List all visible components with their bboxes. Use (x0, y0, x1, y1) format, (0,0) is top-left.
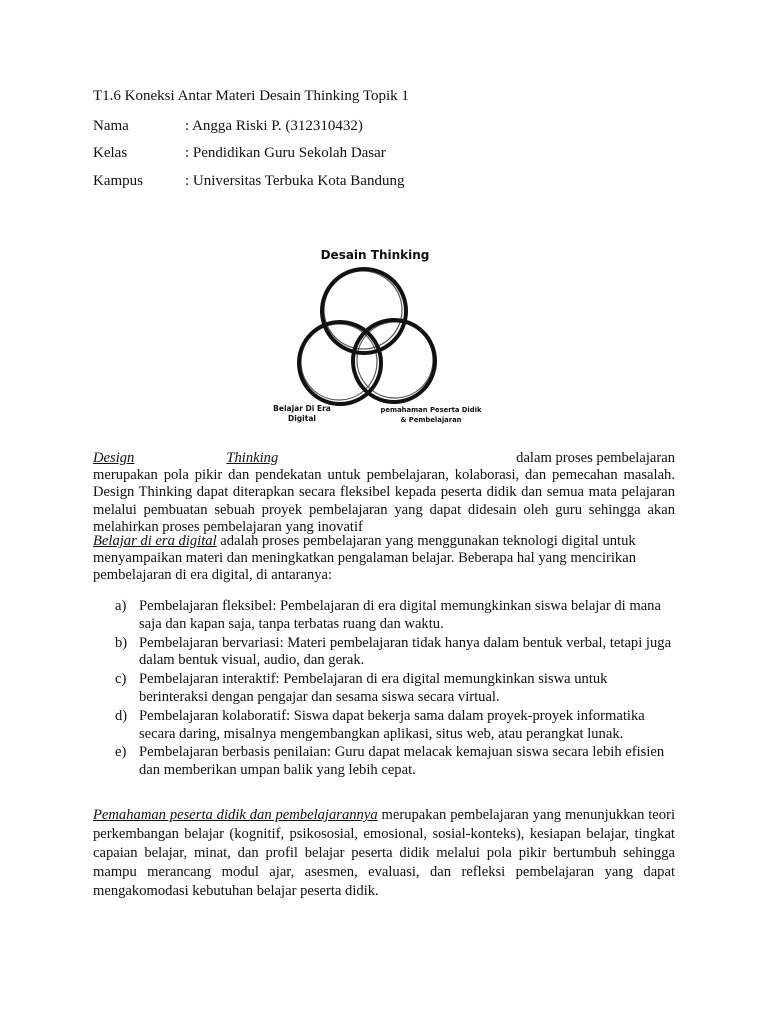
paragraph-body: merupakan pola pikir dan pendekatan untuk pembelajaran, kolaborasi, dan pemecahan masalah. Design Thinking dapat diterapkan secara fleksibel kepada peserta didik dan semua mata pelajaran melalui pembuatan sebuah proyek pembelajaran yang dapat didesain oleh guru sehingga akan melahirkan proses pembelajaran yang inovatif (93, 467, 675, 535)
design-thinking-figure (268, 240, 482, 440)
info-row-nama (93, 118, 363, 135)
figure-label-right: pemahaman Peserta Didik & Pembelajaran (380, 406, 482, 424)
term-student-understanding: Pemahaman peserta didik dan pembelajarannya (93, 807, 378, 823)
paragraph-body: merupakan pembelajaran yang menunjukkan teori perkembangan belajar (kognitif, psikososial, emosional, sosial-konteks), kesiapan belajar, tingkat capaian belajar, minat, dan profil belajar peserta didik melalui pola pikir bertumbuh sehingga mampu merancang modul ajar, asesmen, evaluasi, dan refleksi pembelajaran yang dapat mengakomodasi kebutuhan belajar peserta didik. (93, 807, 675, 899)
paragraph-student-understanding (93, 806, 675, 901)
info-label: Kampus (93, 173, 143, 189)
term-design: Design (93, 450, 135, 466)
info-value: : Pendidikan Guru Sekolah Dasar (185, 145, 386, 161)
info-row-kampus (93, 173, 404, 190)
venn-circle-right-inner (357, 322, 433, 398)
info-row-kelas (93, 145, 386, 162)
term-thinking: Thinking (226, 450, 279, 466)
list-item: d) Pembelajaran kolaboratif: Siswa dapat bekerja sama dalam proyek-proyek informatika secara daring, misalnya mengembangkan aplikasi, situs web, atau perangkat lunak. (115, 707, 645, 742)
paragraph-body: adalah proses pembelajaran yang menggunakan teknologi digital untuk menyampaikan materi dan meningkatkan pengalaman belajar. Beberapa hal yang mencirikan pembelajaran di era digital, di antaranya: (93, 533, 636, 584)
lead-line (93, 450, 675, 467)
paragraph-design-thinking (93, 450, 675, 536)
info-label: Nama (93, 118, 129, 134)
document-title: T1.6 Koneksi Antar Materi Desain Thinking Topik 1 (93, 88, 409, 104)
info-label: Kelas (93, 145, 128, 161)
figure-title: Desain Thinking (320, 248, 430, 262)
list-item: e) Pembelajaran berbasis penilaian: Guru dapat melacak kemajuan siswa secara lebih efisien dan memberikan umpan balik yang lebih cepat. (115, 744, 665, 779)
venn-circle-right (353, 320, 435, 402)
term-digital-learning: Belajar di era digital (93, 533, 217, 549)
list-item: b) Pembelajaran bervariasi: Materi pembelajaran tidak hanya dalam bentuk verbal, tetapi juga dalam bentuk visual, audio, dan gerak. (115, 634, 672, 669)
paragraph-digital-learning (93, 533, 675, 585)
venn-circle-top (322, 269, 406, 353)
info-value: : Angga Riski P. (312310432) (185, 118, 363, 134)
lead-rest: dalam proses pembelajaran (516, 450, 675, 466)
figure-label-left: Belajar Di Era Digital (273, 404, 331, 423)
list-item: a) Pembelajaran fleksibel: Pembelajaran di era digital memungkinkan siswa belajar di mana saja dan kapan saja, tanpa terbatas ruang dan waktu. (115, 598, 661, 632)
digital-learning-list (115, 598, 675, 781)
list-item: c) Pembelajaran interaktif: Pembelajaran di era digital memungkinkan siswa untuk berinteraksi dengan pengajar dan sesama siswa secara virtual. (115, 671, 608, 705)
info-value: : Universitas Terbuka Kota Bandung (185, 173, 405, 189)
